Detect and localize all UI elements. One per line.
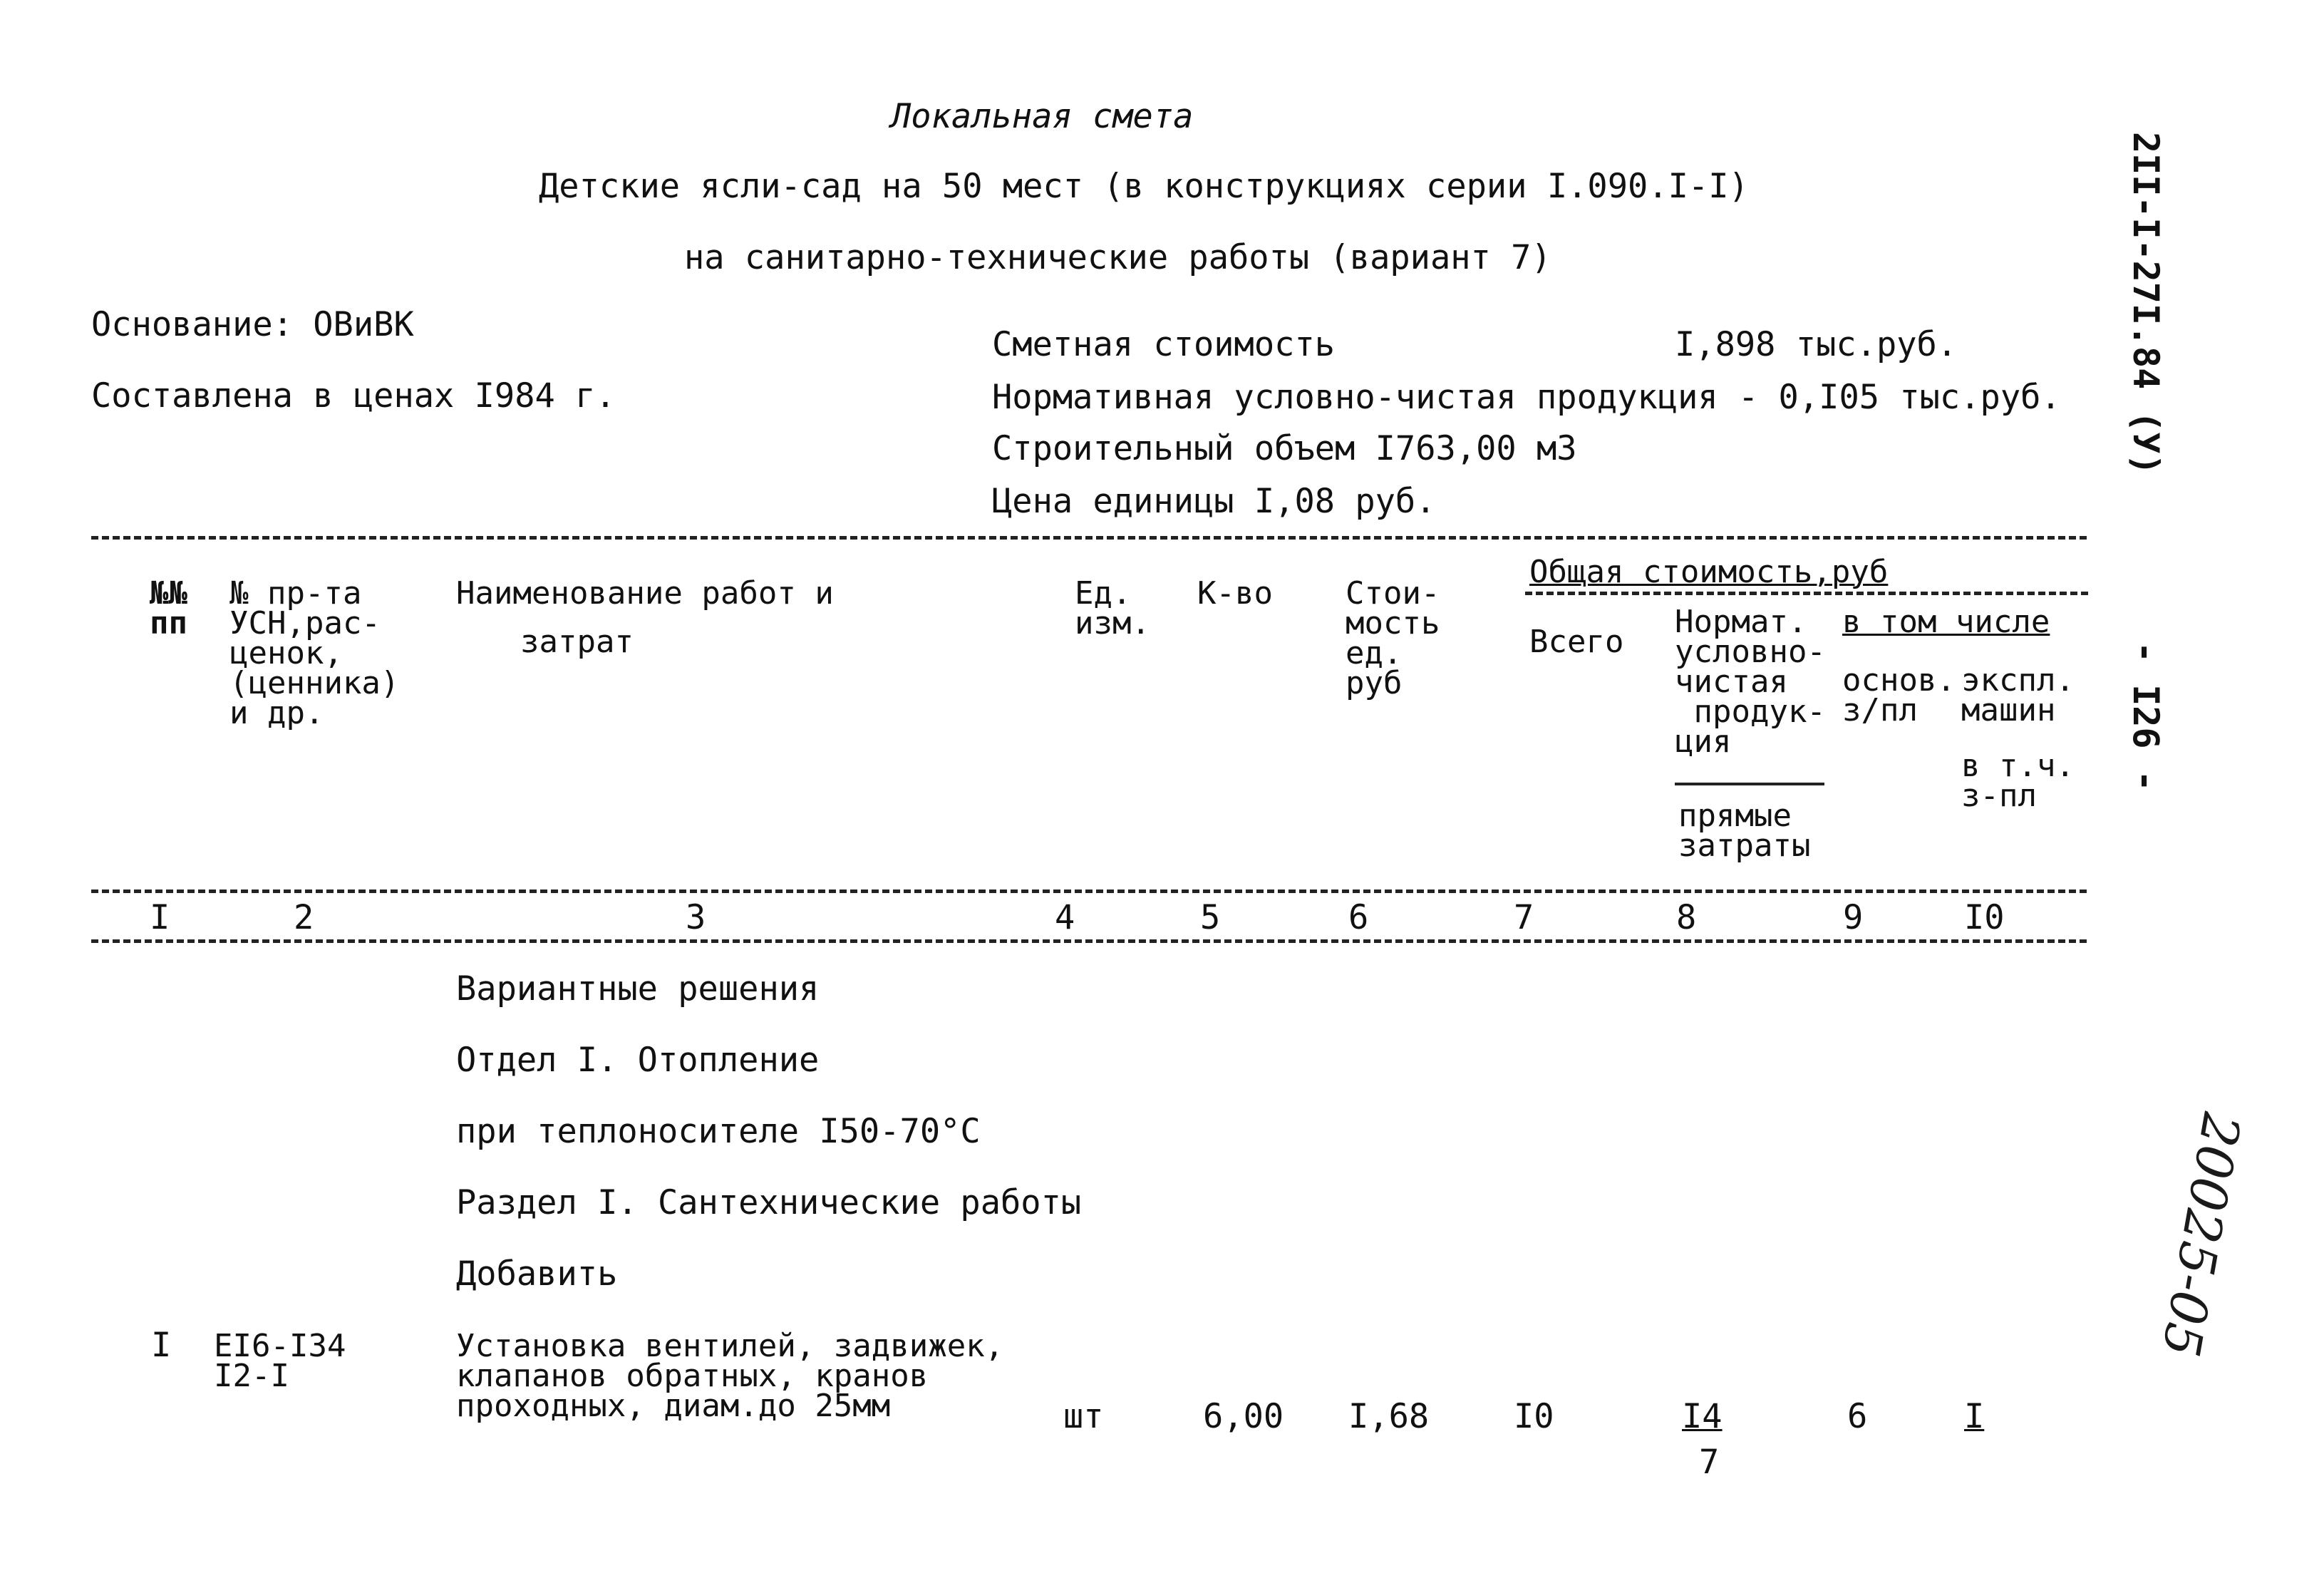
document-subtitle-2: на санитарно-технические работы (вариант 7) bbox=[684, 238, 1551, 277]
col-number-10: I0 bbox=[1964, 898, 2005, 937]
col-header-number: №№ пп bbox=[150, 575, 187, 641]
col-header-wage: основ. з/пл bbox=[1842, 662, 1956, 728]
row-qty: 6,00 bbox=[1203, 1397, 1284, 1436]
col-number-5: 5 bbox=[1200, 898, 1221, 937]
estimate-cost-label: Сметная стоимость bbox=[992, 325, 1336, 364]
normative-products: Нормативная условно-чистая продукция - 0,I05 тыс.руб. bbox=[992, 378, 2061, 417]
section-add: Добавить bbox=[456, 1254, 618, 1294]
row-direct-costs: 7 bbox=[1699, 1443, 1720, 1482]
col-header-unit-cost: Стои- мость ед. руб bbox=[1346, 575, 1440, 701]
section-variant-solutions: Вариантные решения bbox=[456, 969, 820, 1009]
row-total: I0 bbox=[1514, 1397, 1554, 1436]
col-header-total-group: Общая стоимость,руб bbox=[1529, 554, 1889, 590]
col-header-name-2: затрат bbox=[520, 624, 634, 660]
col-header-unit: Ед. изм. bbox=[1075, 575, 1150, 641]
col-header-in-that: в том числе bbox=[1842, 604, 2050, 640]
section-heating: Отдел I. Отопление bbox=[456, 1041, 820, 1080]
building-volume: Строительный объем I763,00 м3 bbox=[992, 429, 1577, 468]
row-number: I bbox=[151, 1326, 172, 1365]
table-top-rule bbox=[91, 536, 2087, 540]
col-number-7: 7 bbox=[1514, 898, 1534, 937]
col-header-direct-costs: прямые затраты bbox=[1678, 798, 1811, 864]
row-wage: 6 bbox=[1847, 1397, 1868, 1436]
col-header-name: Наименование работ и bbox=[456, 575, 834, 612]
document-title: Локальная смета bbox=[891, 97, 1194, 136]
col-header-project: № пр-та УСН,рас- ценок, (ценника) и др. bbox=[229, 575, 400, 731]
handwritten-number: 20025-05 bbox=[2150, 1108, 2252, 1361]
col-number-9: 9 bbox=[1843, 898, 1864, 937]
document-subtitle: Детские ясли-сад на 50 мест (в конструкциях серии I.090.I-I) bbox=[539, 167, 1749, 206]
page-number-vertical: - I26 - bbox=[2125, 641, 2167, 792]
row-unit-cost: I,68 bbox=[1348, 1397, 1430, 1436]
document-code-vertical: 2II-I-27I.84 (У) bbox=[2125, 132, 2167, 475]
col-header-norm-products: Нормат. условно- чистая продук- ция bbox=[1675, 604, 1826, 760]
column-numbers-rule bbox=[91, 939, 2087, 943]
col-header-qty: К-во bbox=[1197, 575, 1273, 612]
norm-products-underline bbox=[1675, 783, 1824, 785]
row-unit: шт bbox=[1063, 1397, 1104, 1436]
col-header-machines: экспл. машин bbox=[1961, 662, 2075, 728]
col-header-machines-wage: в т.ч. з-пл bbox=[1961, 748, 2075, 814]
col-number-6: 6 bbox=[1348, 898, 1369, 937]
prices-year: Составлена в ценах I984 г. bbox=[91, 376, 616, 416]
section-coolant: при теплоносителе I50-70°С bbox=[456, 1112, 981, 1151]
col-number-3: 3 bbox=[686, 898, 706, 937]
basis-label: Основание: ОВиВК bbox=[91, 305, 414, 344]
header-bottom-rule bbox=[91, 890, 2087, 893]
col-number-8: 8 bbox=[1676, 898, 1697, 937]
estimate-cost-value: I,898 тыс.руб. bbox=[1675, 325, 1958, 364]
col-number-4: 4 bbox=[1055, 898, 1075, 937]
col-number-2: 2 bbox=[294, 898, 314, 937]
col-header-total: Всего bbox=[1529, 624, 1624, 660]
unit-price: Цена единицы I,08 руб. bbox=[992, 482, 1436, 521]
row-norm-products: I4 bbox=[1682, 1397, 1723, 1436]
row-code: ЕI6-I34 I2-I bbox=[214, 1328, 346, 1394]
row-name: Установка вентилей, задвижек, клапанов обратных, кранов проходных, диам.до 25мм bbox=[456, 1328, 1004, 1424]
col-number-1: I bbox=[150, 898, 170, 937]
row-machines: I bbox=[1964, 1397, 1985, 1436]
section-plumbing: Раздел I. Сантехнические работы bbox=[456, 1183, 1082, 1222]
group-header-rule bbox=[1525, 592, 2088, 595]
